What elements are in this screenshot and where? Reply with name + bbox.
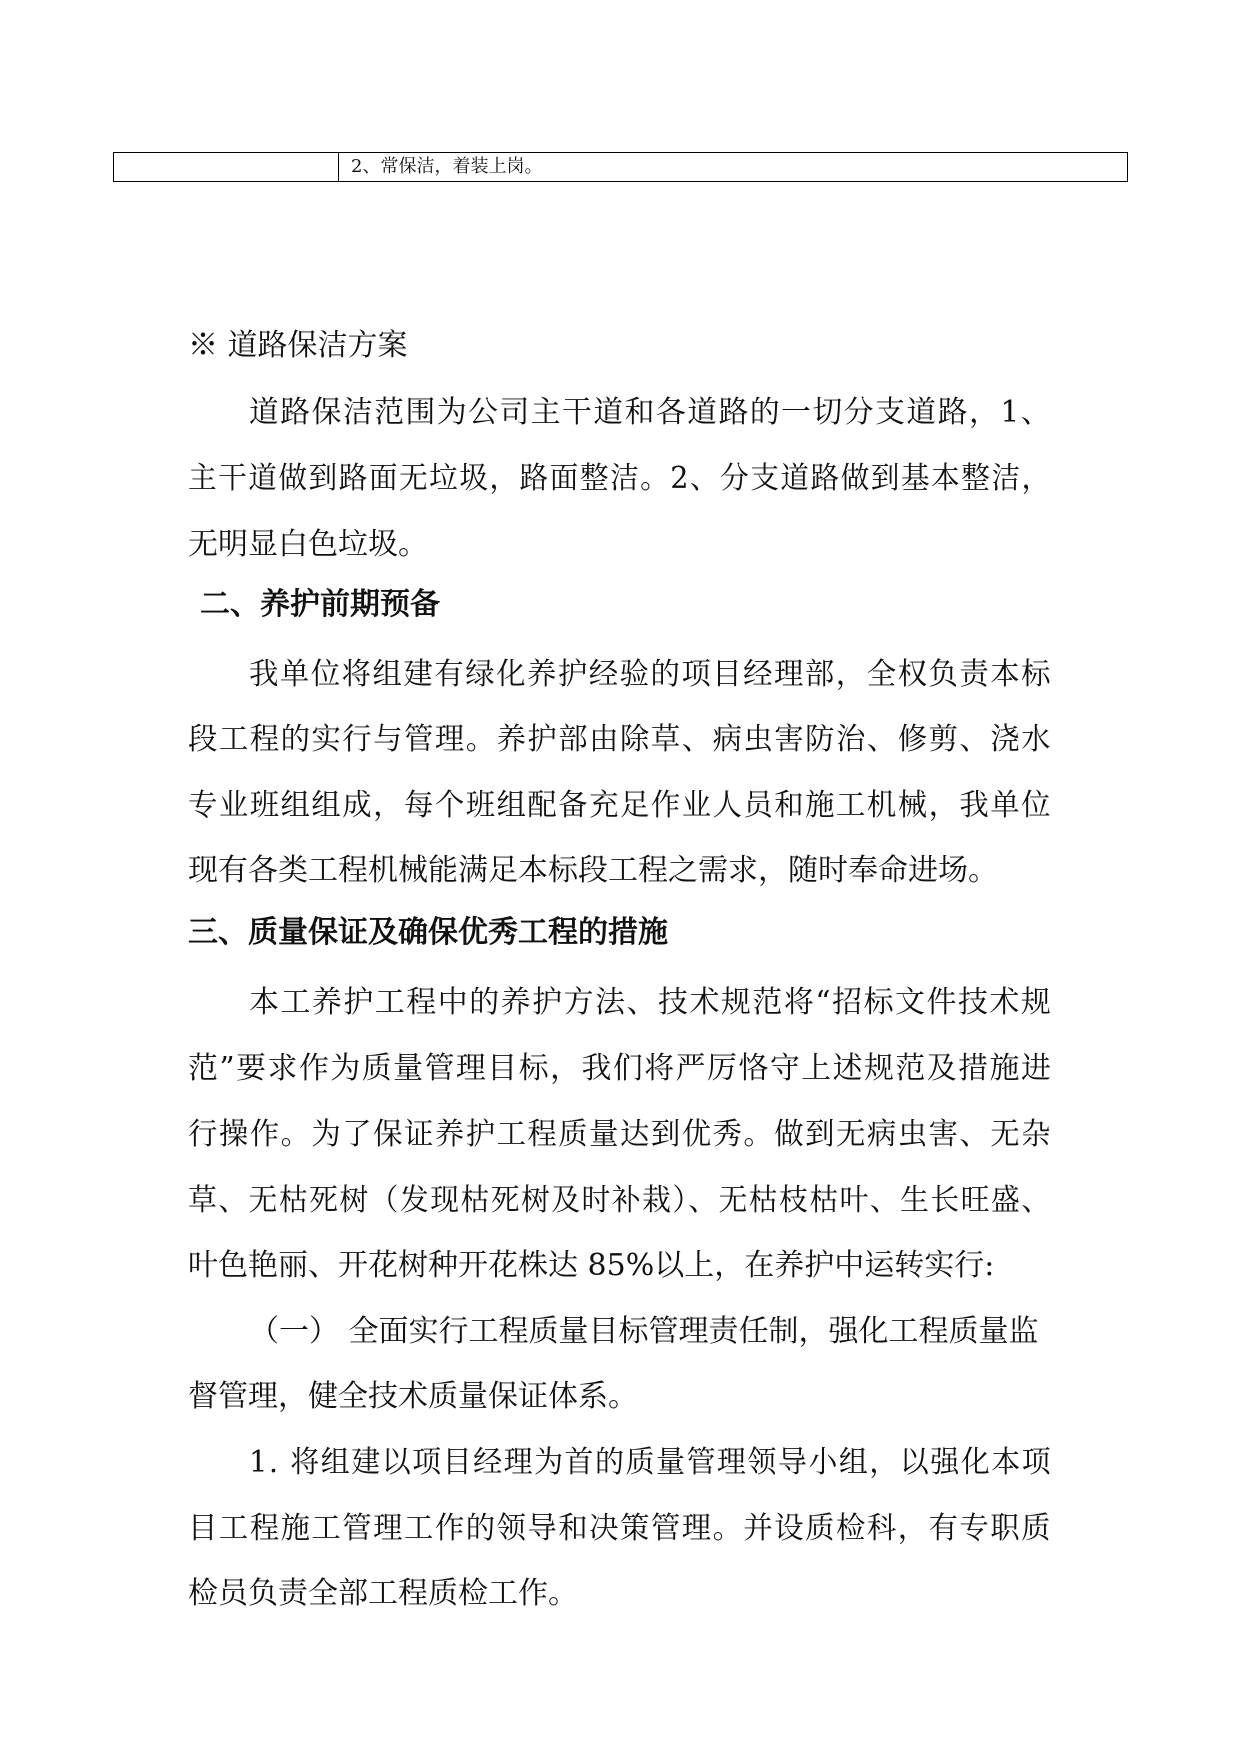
paragraph-line: 现有各类工程机械能满足本标段工程之需求，随时奉命进场。 <box>188 853 998 888</box>
table-row <box>113 152 1128 182</box>
paragraph-line: 目工程施工管理工作的领导和决策管理。并设质检科，有专职质 <box>188 1511 1052 1546</box>
paragraph-line: 叶色艳丽、开花树种开花株达 85%以上，在养护中运转实行: <box>188 1248 995 1283</box>
paragraph-line: 专业班组组成，每个班组配备充足作业人员和施工机械，我单位 <box>188 788 1052 823</box>
paragraph-line: 1. 将组建以项目经理为首的质量管理领导小组，以强化本项 <box>249 1445 1053 1480</box>
paragraph-line: 草、无枯死树（发现枯死树及时补栽）、无枯枝枯叶、生长旺盛、 <box>188 1183 1052 1218</box>
paragraph-line: 督管理，健全技术质量保证体系。 <box>188 1379 638 1414</box>
table-cell-empty <box>114 153 339 181</box>
table-cell-text: 2、常保洁，着装上岗。 <box>351 156 543 177</box>
section-heading-quality-assurance: 三、质量保证及确保优秀工程的措施 <box>188 915 668 950</box>
paragraph-line: 主干道做到路面无垃圾，路面整洁。2、分支道路做到基本整洁， <box>188 461 1052 496</box>
paragraph-line: 段工程的实行与管理。养护部由除草、病虫害防治、修剪、浇水 <box>188 722 1052 757</box>
paragraph-line: 本工养护工程中的养护方法、技术规范将“招标文件技术规 <box>249 985 1053 1020</box>
paragraph-line: 行操作。为了保证养护工程质量达到优秀。做到无病虫害、无杂 <box>188 1117 1052 1152</box>
paragraph-line: 无明显白色垃圾。 <box>188 527 428 562</box>
paragraph-line: 检员负责全部工程质检工作。 <box>188 1576 578 1611</box>
section-title-road-cleaning: ※ 道路保洁方案 <box>188 328 408 363</box>
paragraph-line: （一） 全面实行工程质量目标管理责任制，强化工程质量监 <box>249 1314 1039 1349</box>
paragraph-line: 我单位将组建有绿化养护经验的项目经理部，全权负责本标 <box>249 657 1052 692</box>
paragraph-line: 范”要求作为质量管理目标，我们将严厉恪守上述规范及措施进 <box>188 1051 1053 1086</box>
section-heading-maintenance-prep: 二、养护前期预备 <box>200 587 440 622</box>
paragraph-line: 道路保洁范围为公司主干道和各道路的一切分支道路，1、 <box>249 395 1053 430</box>
